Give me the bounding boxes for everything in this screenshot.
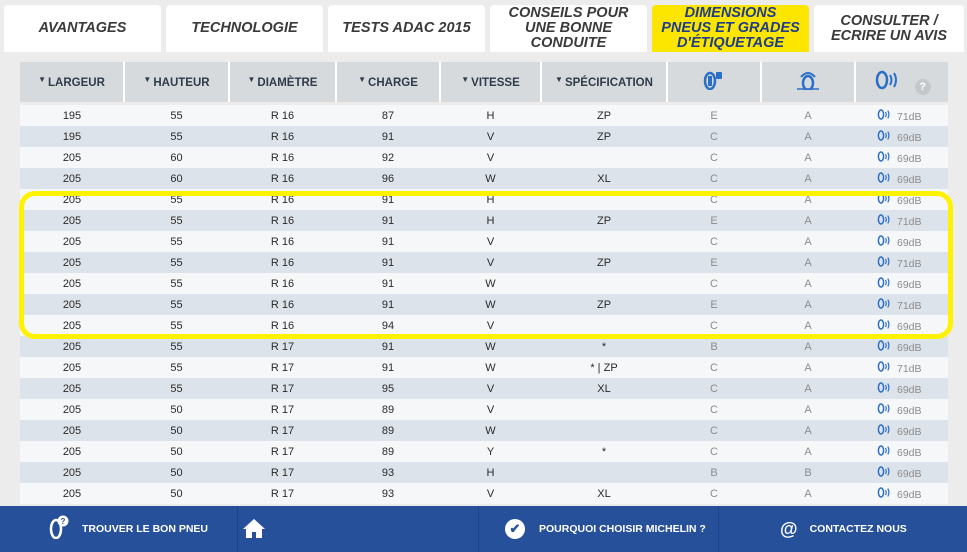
col-header-vitesse[interactable]	[440, 62, 541, 102]
table-row[interactable]	[20, 126, 948, 147]
dimensions-table-body	[20, 105, 948, 504]
table-row[interactable]	[20, 294, 948, 315]
cell-specification: *	[541, 441, 667, 462]
sort-arrow-icon: ▼	[143, 75, 152, 84]
cell-fuel-grade: B	[667, 462, 761, 483]
tab-label: TESTS ADAC 2015	[342, 20, 471, 36]
tab-avantages[interactable]	[4, 5, 161, 52]
noise-icon	[877, 405, 891, 417]
table-row[interactable]	[20, 315, 948, 336]
cell-noise-level	[855, 441, 948, 462]
cell-wet-grip-grade: A	[761, 441, 855, 462]
cell-specification	[541, 315, 667, 336]
cell-largeur: 205	[20, 441, 124, 462]
cell-noise-level	[855, 294, 948, 315]
tab-label: TECHNOLOGIE	[191, 20, 298, 36]
cell-vitesse: V	[440, 126, 541, 147]
noise-value: 69dB	[897, 383, 922, 396]
home-button[interactable]	[242, 506, 266, 552]
cell-diametre: R 16	[229, 210, 336, 231]
cell-largeur: 205	[20, 231, 124, 252]
cell-largeur: 205	[20, 147, 124, 168]
cell-wet-grip-grade: A	[761, 189, 855, 210]
cell-specification	[541, 147, 667, 168]
noise-value: 69dB	[897, 236, 922, 249]
cell-charge: 91	[336, 294, 440, 315]
noise-value: 69dB	[897, 194, 922, 207]
cell-hauteur: 50	[124, 420, 229, 441]
cell-hauteur: 55	[124, 252, 229, 273]
noise-icon	[877, 447, 891, 459]
noise-value: 71dB	[897, 257, 922, 270]
cell-diametre: R 16	[229, 315, 336, 336]
table-row[interactable]	[20, 168, 948, 189]
cell-wet-grip-grade: A	[761, 336, 855, 357]
noise-icon	[877, 111, 891, 123]
find-tire-label: TROUVER LE BON PNEU	[82, 523, 209, 535]
cell-charge: 92	[336, 147, 440, 168]
cell-wet-grip-grade: A	[761, 126, 855, 147]
cell-largeur: 205	[20, 294, 124, 315]
cell-wet-grip-grade: A	[761, 273, 855, 294]
tab-label: CONSEILS POUR UNE BONNE CONDUITE	[508, 5, 629, 51]
cell-wet-grip-grade: A	[761, 168, 855, 189]
cell-charge: 91	[336, 210, 440, 231]
noise-value: 71dB	[897, 215, 922, 228]
cell-charge: 93	[336, 462, 440, 483]
cell-vitesse: Y	[440, 441, 541, 462]
cell-diametre: R 16	[229, 168, 336, 189]
col-header-hauteur[interactable]	[124, 62, 229, 102]
cell-noise-level	[855, 273, 948, 294]
cell-largeur: 205	[20, 420, 124, 441]
find-tire-button[interactable]	[48, 506, 208, 552]
svg-text:?: ?	[60, 516, 66, 526]
cell-charge: 89	[336, 420, 440, 441]
col-header-wet-grip[interactable]	[761, 62, 855, 102]
noise-icon	[877, 426, 891, 438]
cell-fuel-grade: C	[667, 189, 761, 210]
noise-icon	[877, 132, 891, 144]
cell-fuel-grade: C	[667, 378, 761, 399]
contact-label: CONTACTEZ NOUS	[809, 523, 907, 535]
cell-vitesse: W	[440, 336, 541, 357]
cell-hauteur: 55	[124, 126, 229, 147]
cell-specification	[541, 399, 667, 420]
tab-dimensions[interactable]	[652, 5, 809, 52]
cell-charge: 95	[336, 378, 440, 399]
cell-noise-level	[855, 147, 948, 168]
cell-hauteur: 50	[124, 399, 229, 420]
cell-diametre: R 17	[229, 399, 336, 420]
cell-fuel-grade: C	[667, 168, 761, 189]
sort-arrow-icon: ▼	[38, 75, 47, 84]
table-row[interactable]	[20, 462, 948, 483]
cell-fuel-grade: E	[667, 294, 761, 315]
cell-fuel-grade: E	[667, 210, 761, 231]
noise-icon	[877, 153, 891, 165]
cell-fuel-grade: C	[667, 357, 761, 378]
cell-diametre: R 17	[229, 483, 336, 504]
cell-diametre: R 16	[229, 252, 336, 273]
col-header-specification[interactable]	[541, 62, 667, 102]
cell-fuel-grade: C	[667, 231, 761, 252]
noise-icon	[877, 258, 891, 270]
noise-value: 71dB	[897, 362, 922, 375]
cell-noise-level	[855, 189, 948, 210]
cell-noise-level	[855, 399, 948, 420]
cell-noise-level	[855, 168, 948, 189]
contact-button[interactable]	[780, 506, 907, 552]
col-header-largeur[interactable]	[20, 62, 124, 102]
cell-wet-grip-grade: A	[761, 399, 855, 420]
cell-largeur: 195	[20, 105, 124, 126]
cell-vitesse: V	[440, 315, 541, 336]
table-row[interactable]	[20, 441, 948, 462]
cell-hauteur: 55	[124, 378, 229, 399]
cell-fuel-grade: B	[667, 336, 761, 357]
noise-icon	[877, 216, 891, 228]
divider	[718, 506, 719, 552]
cell-hauteur: 55	[124, 273, 229, 294]
cell-vitesse: V	[440, 483, 541, 504]
cell-vitesse: V	[440, 252, 541, 273]
cell-hauteur: 60	[124, 147, 229, 168]
cell-wet-grip-grade: A	[761, 420, 855, 441]
cell-specification: ZP	[541, 105, 667, 126]
help-icon[interactable]: ?	[915, 79, 931, 95]
cell-noise-level	[855, 315, 948, 336]
cell-diametre: R 17	[229, 357, 336, 378]
cell-diametre: R 16	[229, 126, 336, 147]
cell-specification: *	[541, 336, 667, 357]
cell-diametre: R 17	[229, 378, 336, 399]
bottom-nav	[0, 506, 967, 552]
tire-question-icon	[48, 515, 70, 544]
noise-icon	[877, 363, 891, 375]
header-label: SPÉCIFICATION	[564, 77, 653, 89]
cell-charge: 89	[336, 399, 440, 420]
cell-specification: ZP	[541, 210, 667, 231]
table-row[interactable]	[20, 231, 948, 252]
divider	[478, 506, 479, 552]
cell-specification	[541, 273, 667, 294]
cell-largeur: 205	[20, 483, 124, 504]
tab-label: CONSULTER / ECRIRE UN AVIS	[830, 12, 947, 44]
tab-label: AVANTAGES	[38, 20, 127, 36]
noise-value: 71dB	[897, 110, 922, 123]
sort-arrow-icon: ▼	[358, 75, 367, 84]
cell-charge: 91	[336, 189, 440, 210]
header-label: LARGEUR	[48, 77, 105, 89]
cell-specification: XL	[541, 168, 667, 189]
cell-vitesse: W	[440, 294, 541, 315]
table-row[interactable]	[20, 399, 948, 420]
cell-wet-grip-grade: A	[761, 210, 855, 231]
cell-largeur: 205	[20, 210, 124, 231]
cell-noise-level	[855, 210, 948, 231]
cell-fuel-grade: C	[667, 273, 761, 294]
cell-specification	[541, 189, 667, 210]
cell-specification: * | ZP	[541, 357, 667, 378]
noise-value: 69dB	[897, 404, 922, 417]
cell-hauteur: 55	[124, 189, 229, 210]
cell-largeur: 205	[20, 336, 124, 357]
cell-fuel-grade: C	[667, 315, 761, 336]
divider	[237, 506, 238, 552]
cell-charge: 93	[336, 483, 440, 504]
cell-wet-grip-grade: A	[761, 315, 855, 336]
cell-largeur: 195	[20, 126, 124, 147]
cell-specification: ZP	[541, 252, 667, 273]
cell-largeur: 205	[20, 252, 124, 273]
tab-avis[interactable]	[814, 5, 964, 52]
home-icon	[242, 517, 266, 542]
noise-value: 69dB	[897, 488, 922, 501]
cell-fuel-grade: E	[667, 252, 761, 273]
table-row[interactable]	[20, 420, 948, 441]
cell-wet-grip-grade: A	[761, 105, 855, 126]
why-michelin-label: POURQUOI CHOISIR MICHELIN ?	[539, 523, 706, 535]
cell-diametre: R 17	[229, 441, 336, 462]
noise-icon	[877, 279, 891, 291]
cell-specification: ZP	[541, 126, 667, 147]
cell-largeur: 205	[20, 357, 124, 378]
cell-largeur: 205	[20, 378, 124, 399]
cell-fuel-grade: C	[667, 399, 761, 420]
cell-fuel-grade: E	[667, 105, 761, 126]
wet-grip-icon	[795, 70, 821, 95]
cell-noise-level	[855, 336, 948, 357]
cell-fuel-grade: C	[667, 483, 761, 504]
noise-value: 69dB	[897, 320, 922, 333]
cell-specification: XL	[541, 378, 667, 399]
cell-vitesse: H	[440, 105, 541, 126]
cell-diametre: R 17	[229, 336, 336, 357]
table-row[interactable]	[20, 357, 948, 378]
cell-diametre: R 17	[229, 420, 336, 441]
cell-diametre: R 16	[229, 105, 336, 126]
noise-icon	[877, 321, 891, 333]
dimensions-table	[20, 62, 948, 504]
cell-vitesse: H	[440, 189, 541, 210]
cell-vitesse: H	[440, 462, 541, 483]
tab-technologie[interactable]	[166, 5, 323, 52]
cell-charge: 91	[336, 273, 440, 294]
cell-charge: 96	[336, 168, 440, 189]
table-row[interactable]	[20, 210, 948, 231]
header-label: HAUTEUR	[153, 77, 210, 89]
cell-wet-grip-grade: A	[761, 252, 855, 273]
cell-diametre: R 16	[229, 189, 336, 210]
noise-icon	[877, 237, 891, 249]
cell-diametre: R 17	[229, 462, 336, 483]
cell-hauteur: 55	[124, 210, 229, 231]
col-header-noise[interactable]	[855, 62, 948, 102]
col-header-charge[interactable]	[336, 62, 440, 102]
dimensions-table-wrap	[20, 62, 948, 504]
cell-wet-grip-grade: A	[761, 483, 855, 504]
noise-icon	[877, 342, 891, 354]
table-row[interactable]	[20, 147, 948, 168]
noise-value: 69dB	[897, 131, 922, 144]
cell-largeur: 205	[20, 273, 124, 294]
noise-value: 69dB	[897, 173, 922, 186]
cell-diametre: R 16	[229, 294, 336, 315]
table-row[interactable]	[20, 252, 948, 273]
table-row[interactable]	[20, 105, 948, 126]
tab-bar	[0, 0, 967, 54]
table-row[interactable]	[20, 273, 948, 294]
cell-hauteur: 50	[124, 462, 229, 483]
tab-tests-adac[interactable]	[328, 5, 485, 52]
cell-charge: 94	[336, 315, 440, 336]
tab-label: DIMENSIONS PNEUS ET GRADES D'ÉTIQUETAGE	[661, 5, 800, 51]
cell-vitesse: W	[440, 168, 541, 189]
cell-charge: 91	[336, 357, 440, 378]
cell-largeur: 205	[20, 315, 124, 336]
header-label: VITESSE	[471, 77, 520, 89]
cell-largeur: 205	[20, 462, 124, 483]
cell-diametre: R 16	[229, 231, 336, 252]
at-sign-icon: @	[780, 518, 798, 539]
cell-hauteur: 50	[124, 441, 229, 462]
cell-noise-level	[855, 105, 948, 126]
noise-icon	[877, 195, 891, 207]
check-icon: ✔	[505, 519, 525, 539]
cell-noise-level	[855, 420, 948, 441]
cell-hauteur: 55	[124, 231, 229, 252]
noise-value: 71dB	[897, 299, 922, 312]
cell-charge: 87	[336, 105, 440, 126]
sort-arrow-icon: ▼	[461, 75, 470, 84]
cell-fuel-grade: C	[667, 441, 761, 462]
cell-vitesse: V	[440, 231, 541, 252]
cell-vitesse: W	[440, 420, 541, 441]
cell-vitesse: V	[440, 378, 541, 399]
cell-hauteur: 55	[124, 315, 229, 336]
cell-fuel-grade: C	[667, 147, 761, 168]
cell-largeur: 205	[20, 399, 124, 420]
cell-largeur: 205	[20, 189, 124, 210]
noise-icon	[877, 468, 891, 480]
header-label: CHARGE	[368, 77, 418, 89]
dimensions-panel	[0, 54, 967, 506]
cell-fuel-grade: C	[667, 126, 761, 147]
cell-wet-grip-grade: B	[761, 462, 855, 483]
cell-charge: 91	[336, 231, 440, 252]
noise-icon	[877, 300, 891, 312]
noise-value: 69dB	[897, 467, 922, 480]
cell-vitesse: H	[440, 210, 541, 231]
cell-vitesse: V	[440, 399, 541, 420]
cell-wet-grip-grade: A	[761, 294, 855, 315]
noise-icon	[877, 174, 891, 186]
fuel-efficiency-icon	[702, 70, 726, 95]
cell-diametre: R 16	[229, 273, 336, 294]
cell-specification	[541, 462, 667, 483]
cell-charge: 91	[336, 252, 440, 273]
cell-vitesse: W	[440, 273, 541, 294]
col-header-diametre[interactable]	[229, 62, 336, 102]
cell-hauteur: 55	[124, 105, 229, 126]
cell-specification: ZP	[541, 294, 667, 315]
col-header-fuel[interactable]	[667, 62, 761, 102]
cell-wet-grip-grade: A	[761, 147, 855, 168]
cell-noise-level	[855, 252, 948, 273]
noise-value: 69dB	[897, 341, 922, 354]
header-label: DIAMÈTRE	[257, 77, 318, 89]
cell-noise-level	[855, 378, 948, 399]
cell-vitesse: W	[440, 357, 541, 378]
cell-wet-grip-grade: A	[761, 231, 855, 252]
cell-hauteur: 55	[124, 294, 229, 315]
cell-hauteur: 60	[124, 168, 229, 189]
why-michelin-button[interactable]	[505, 506, 706, 552]
cell-noise-level	[855, 483, 948, 504]
noise-value: 69dB	[897, 278, 922, 291]
noise-value: 69dB	[897, 425, 922, 438]
table-row[interactable]	[20, 483, 948, 504]
cell-specification	[541, 420, 667, 441]
cell-noise-level	[855, 357, 948, 378]
cell-hauteur: 50	[124, 483, 229, 504]
cell-noise-level	[855, 126, 948, 147]
table-row[interactable]	[20, 378, 948, 399]
cell-noise-level	[855, 231, 948, 252]
cell-charge: 91	[336, 126, 440, 147]
cell-fuel-grade: C	[667, 420, 761, 441]
cell-charge: 91	[336, 336, 440, 357]
cell-specification	[541, 231, 667, 252]
cell-wet-grip-grade: A	[761, 378, 855, 399]
noise-icon	[877, 489, 891, 501]
cell-diametre: R 16	[229, 147, 336, 168]
cell-vitesse: V	[440, 147, 541, 168]
noise-icon	[873, 70, 899, 95]
cell-charge: 89	[336, 441, 440, 462]
cell-hauteur: 55	[124, 336, 229, 357]
cell-specification: XL	[541, 483, 667, 504]
noise-icon	[877, 384, 891, 396]
noise-value: 69dB	[897, 152, 922, 165]
table-row[interactable]	[20, 189, 948, 210]
noise-value: 69dB	[897, 446, 922, 459]
table-row[interactable]	[20, 336, 948, 357]
cell-wet-grip-grade: A	[761, 357, 855, 378]
sort-arrow-icon: ▼	[247, 75, 256, 84]
tab-conseils[interactable]	[490, 5, 647, 52]
sort-arrow-icon: ▼	[555, 75, 563, 84]
cell-hauteur: 55	[124, 357, 229, 378]
cell-noise-level	[855, 462, 948, 483]
cell-largeur: 205	[20, 168, 124, 189]
